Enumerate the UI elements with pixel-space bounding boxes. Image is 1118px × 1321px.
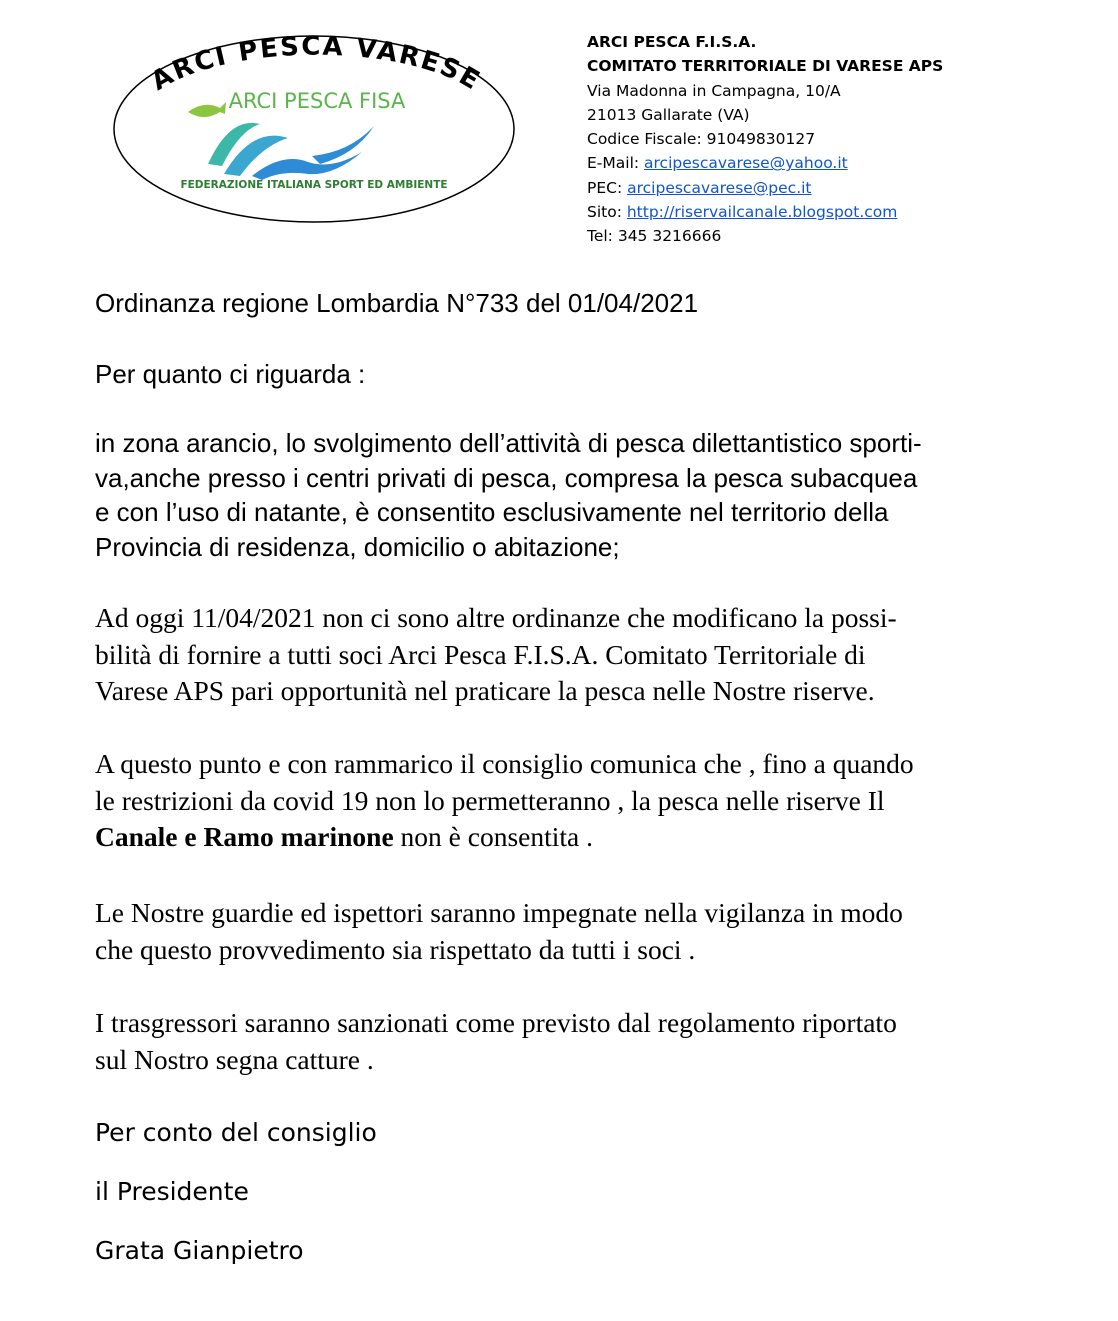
reserves-names: Canale e Ramo marinone: [95, 821, 394, 852]
tax-code: Codice Fiscale: 91049830127: [587, 130, 816, 149]
logo-arc-text: ARCI PESCA VARESE: [146, 34, 486, 97]
address-line-2: 21013 Gallarate (VA): [587, 105, 750, 124]
signature-name: Grata Gianpietro: [95, 1236, 304, 1265]
ordinance-title: Ordinanza regione Lombardia N°733 del 01/04/2021: [95, 288, 699, 318]
address-line-1: Via Madonna in Campagna, 10/A: [587, 81, 841, 100]
pec-link[interactable]: arcipescavarese@pec.it: [627, 178, 812, 197]
intro-line: Per quanto ci riguarda :: [95, 359, 366, 389]
paragraph-4: Le Nostre guardie ed ispettori saranno impegnate nella vigilanza in modo che questo provvedimento sia rispettato da tutti i soci .: [95, 897, 903, 965]
logo-bottom-text: FEDERAZIONE ITALIANA SPORT ED AMBIENTE: [180, 179, 448, 191]
paragraph-5: I trasgressori saranno sanzionati come previsto dal regolamento riportato sul Nostro segna catture .: [95, 1007, 897, 1075]
email-row: E-Mail: arcipescavarese@yahoo.it: [587, 154, 848, 173]
pec-row: PEC: arcipescavarese@pec.it: [587, 178, 812, 197]
signature-role: il Presidente: [95, 1177, 249, 1206]
telephone: Tel: 345 3216666: [587, 227, 722, 246]
logo-inner-title: ARCI PESCA FISA: [228, 89, 406, 113]
site-link[interactable]: http://riservailcanale.blogspot.com: [626, 203, 898, 222]
paragraph-2: Ad oggi 11/04/2021 non ci sono altre ordinanze che modificano la possi- bilità di fornire a tutti soci Arci Pesca F.I.S.A. Comitato Territoriale di Varese APS pari opportunità nel praticare la pesca nelle Nostre riserve.: [95, 602, 897, 706]
org-name: ARCI PESCA F.I.S.A.: [587, 33, 757, 51]
site-row: Sito: http://riservailcanale.blogspot.com: [587, 203, 898, 222]
paragraph-3: A questo punto e con rammarico il consiglio comunica che , fino a quando le restrizioni da covid 19 non lo permetteranno , la pesca nelle riserve Il Canale e Ramo marinone non è consentita .: [95, 748, 914, 852]
email-link[interactable]: arcipescavarese@yahoo.it: [644, 154, 848, 173]
signature-for: Per conto del consiglio: [95, 1118, 377, 1147]
committee-name: COMITATO TERRITORIALE DI VARESE APS: [587, 57, 944, 76]
paragraph-1: in zona arancio, lo svolgimento dell’attività di pesca dilettantistico sporti- va,anche presso i centri privati di pesca, compresa la pesca subacquea e con l’uso di natante, è consentito esclusivamente nel territorio della Provincia di residenza, domicilio o abitazione;: [95, 428, 922, 562]
arci-pesca-logo: [112, 34, 516, 224]
header-contact: [587, 30, 943, 249]
